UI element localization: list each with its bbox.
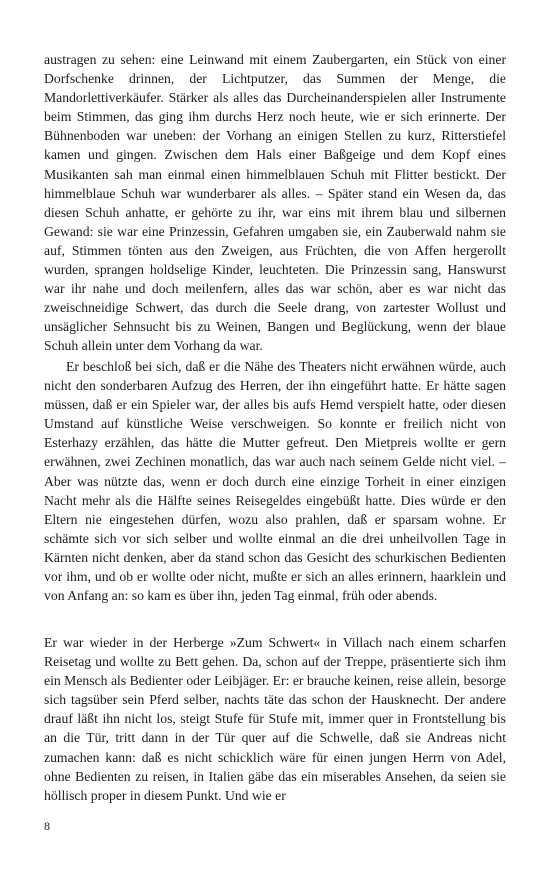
paragraph-text: Er beschloß bei sich, daß er die Nähe des Theaters nicht erwähnen würde, auch nicht den sonderbaren Aufzug des Herren, der ihn eingeführt hatte. Er hätte sagen müssen, daß er ein Spieler war, der alles bis aufs Hemd verspielt hatte, oder diesen Umstand auf künstliche Weise verschweigen. So konnte er freilich nicht von Esterhazy erzählen, das hätte die Mutter gefreut. Den Mietpreis wollte er gern erwähnen, zwei Zechinen monatlich, das war auch nach seinem Gelde nicht viel. – Aber was nützte das, wenn er doch durch eine einzige Torheit in einer einzigen Nacht mehr als die Hälfte seines Reisegeldes eingebüßt hatte. Dies würde er den Eltern nie eingestehen dürfen, wozu also prahlen, daß er sparsam wohne. Er schämte sich vor sich selber und wollte einmal an die drei unheilvollen Tage in Kärnten nicht denken, aber da stand schon das Gesicht des schurkischen Bedienten vor ihm, und ob er wollte oder nicht, mußte er sich an alles erinnern, haarklein und von Anfang an: so kam es über ihn, jeden Tag einmal, früh oder abends. (44, 359, 506, 604)
paragraph-2 (44, 357, 506, 605)
paragraph-text: austragen zu sehen: eine Leinwand mit einem Zaubergarten, ein Stück von einer Dorfschenke drinnen, der Lichtputzer, das Summen der Menge, die Mandorlettiverkäufer. Stärker als alles das Durcheinanderspielen aller Instrumente beim Stimmen, das ging ihm durchs Herz noch heute, wie er sich erinnerte. Der Bühnenboden war uneben: der Vorhang an einigen Stellen zu kurz, Ritterstiefel kamen und gingen. Zwischen dem Hals einer Baßgeige und dem Kopf eines Musikanten sah man einmal einen himmelblauen Schuh mit Flitter bestickt. Der himmelblaue Schuh war wunderbarer als alles. – Später stand ein Wesen da, das diesen Schuh anhatte, er gehörte zu ihr, war eins mit ihrem blau und silbernen Gewand: sie war eine Prinzessin, Gefahren umgaben sie, ein Zauberwald nahm sie auf, Stimmen tönten aus den Zweigen, aus Früchten, die von Affen hergerollt wurden, sprangen holdselige Kinder, leuchteten. Die Prinzessin sang, Hanswurst war ihr nahe und doch meilenfern, alles das war schön, aber es war nicht das zweischneidige Schwert, das durch die Seele drang, von zartester Wollust und unsäglicher Sehnsucht bis zu Weinen, Bangen und Beglückung, wenn der blaue Schuh allein unter dem Vorhang da war. (44, 52, 506, 354)
paragraph-3 (44, 633, 506, 805)
paragraph-1 (44, 50, 506, 356)
page-number: 8 (44, 819, 50, 833)
paragraph-text: Er war wieder in der Herberge »Zum Schwert« in Villach nach einem scharfen Reisetag und wollte zu Bett gehen. Da, schon auf der Treppe, präsentierte sich ihm ein Mensch als Bedienter oder Leibjäger. Er: er brauche keinen, reise allein, besorge sich tagsüber sein Pferd selber, nachts täte das schon der Hausknecht. Der andere drauf läßt ihn nicht los, steigt Stufe für Stufe mit, immer quer in Frontstellung bis an die Tür, tritt dann in der Tür quer auf die Schwelle, daß sie Andreas nicht zumachen kann: daß es nicht schicklich wäre für einen jungen Herrn von Adel, ohne Bedienten zu reisen, in Italien gäbe das ein miserables Ansehen, da seien sie höllisch proper in diesem Punkt. Und wie er (44, 635, 506, 803)
